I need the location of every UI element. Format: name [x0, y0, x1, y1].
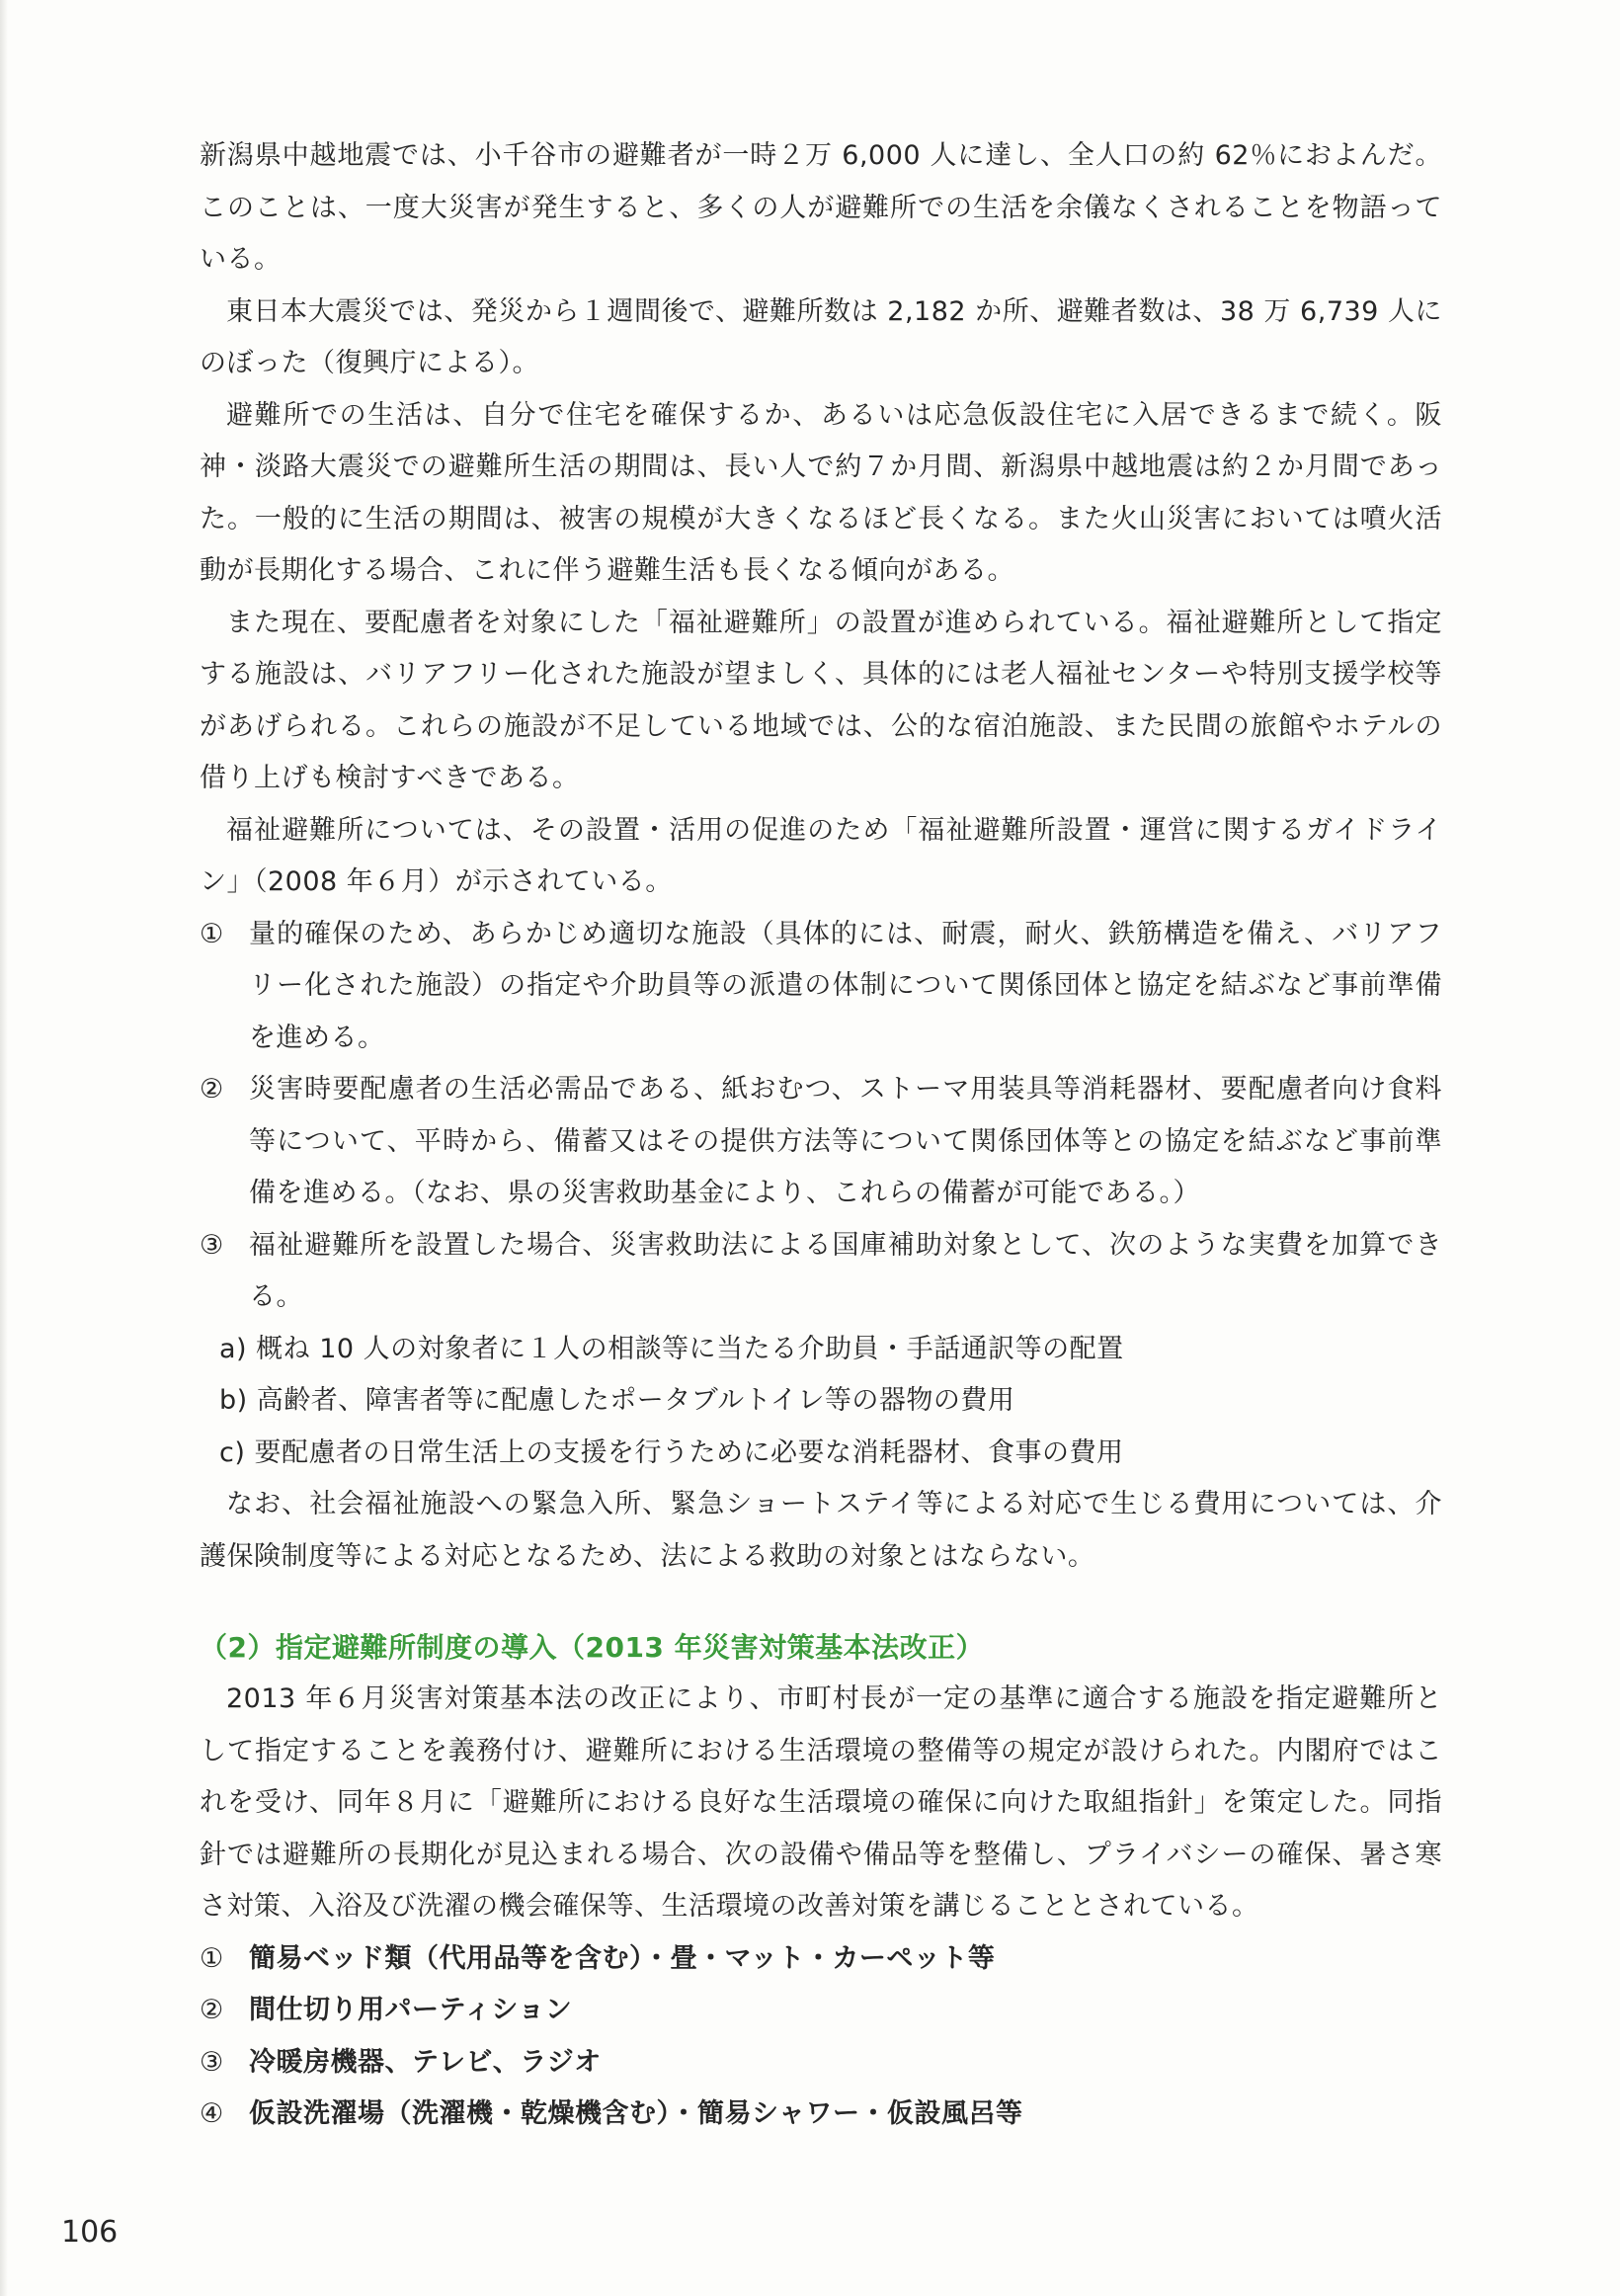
paragraph-great-east-japan: 東日本大震災では、発災から１週間後で、避難所数は 2,182 か所、避難者数は、38 万 6,739 人にのぼった（復興庁による）。 — [200, 295, 1442, 378]
list-marker: ① — [200, 1942, 224, 1974]
list-marker: ① — [200, 918, 224, 949]
list-marker: ③ — [200, 2046, 224, 2078]
list-marker: ④ — [200, 2098, 224, 2129]
equipment-item-text: 仮設洗濯場（洗濯機・乾燥機含む）・簡易シャワー・仮設風呂等 — [249, 2098, 1023, 2129]
equipment-item — [200, 1933, 1442, 1986]
page-edge-shadow — [0, 0, 8, 2296]
equipment-item-text: 簡易ベッド類（代用品等を含む）・畳・マット・カーペット等 — [249, 1942, 996, 1974]
list-item — [200, 1064, 1442, 1220]
paragraph-welfare-guideline: 福祉避難所については、その設置・活用の促進のため「福祉避難所設置・運営に関するガイドライン」（2008 年６月）が示されている。 — [200, 814, 1442, 897]
sub-item-b: b) 高齢者、障害者等に配慮したポータブルトイレ等の器物の費用 — [219, 1385, 1015, 1416]
equipment-item — [200, 1985, 1442, 2037]
document-body — [200, 130, 1442, 2141]
list-item — [200, 1220, 1442, 1324]
section-heading: （2）指定避難所制度の導入（2013 年災害対策基本法改正） — [200, 1631, 985, 1664]
list-marker: ③ — [200, 1229, 224, 1261]
paragraph-welfare-shelter: また現在、要配慮者を対象にした「福祉避難所」の設置が進められている。福祉避難所として指定する施設は、バリアフリー化された施設が望ましく、具体的には老人福祉センターや特別支援学校等があげられる。これらの施設が不足している地域では、公的な宿泊施設、また民間の旅館やホテルの借り上げも検討すべきである。 — [200, 607, 1442, 793]
paragraph-shelter-life-duration: 避難所での生活は、自分で住宅を確保するか、あるいは応急仮設住宅に入居できるまで続く。阪神・淡路大震災での避難所生活の期間は、長い人で約７か月間、新潟県中越地震は約２か月間であった。一般的に生活の期間は、被害の規模が大きくなるほど長くなる。また火山災害においては噴火活動が長期化する場合、これに伴う避難生活も長くなる傾向がある。 — [200, 399, 1442, 586]
list-item-text: 量的確保のため、あらかじめ適切な施設（具体的には、耐震，耐火、鉄筋構造を備え、バリアフリー化された施設）の指定や介助員等の派遣の体制について関係団体と協定を結ぶなど事前準備を進める。 — [249, 918, 1442, 1053]
equipment-item — [200, 2089, 1442, 2141]
sub-item-c: c) 要配慮者の日常生活上の支援を行うために必要な消耗器材、食事の費用 — [219, 1436, 1124, 1468]
paragraph-chuetsu-earthquake: 新潟県中越地震では、小千谷市の避難者が一時２万 6,000 人に達し、全人口の約 62％におよんだ。このことは、一度大災害が発生すると、多くの人が避難所での生活を余儀なくされることを物語っている。 — [200, 140, 1442, 275]
equipment-item-text: 冷暖房機器、テレビ、ラジオ — [249, 2046, 602, 2078]
equipment-item-text: 間仕切り用パーティション — [249, 1995, 573, 2025]
paragraph-closing-note: なお、社会福祉施設への緊急入所、緊急ショートステイ等による対応で生じる費用については、介護保険制度等による対応となるため、法による救助の対象とはならない。 — [200, 1489, 1442, 1572]
list-marker: ② — [200, 1074, 224, 1105]
paragraph-designated-shelter: 2013 年６月災害対策基本法の改正により、市町村長が一定の基準に適合する施設を指定避難所として指定することを義務付け、避難所における生活環境の整備等の規定が設けられた。内閣府ではこれを受け、同年８月に「避難所における良好な生活環境の確保に向けた取組指針」を策定した。同指針では避難所の長期化が見込まれる場合、次の設備や備品等を整備し、プライバシーの確保、暑さ寒さ対策、入浴及び洗濯の機会確保等、生活環境の改善対策を講じることとされている。 — [200, 1683, 1442, 1922]
equipment-item — [200, 2037, 1442, 2090]
page-number: 106 — [61, 2215, 119, 2250]
list-item-text: 災害時要配慮者の生活必需品である、紙おむつ、ストーマ用装具等消耗器材、要配慮者向け食料等について、平時から、備蓄又はその提供方法等について関係団体等との協定を結ぶなど事前準備を進める。（なお、県の災害救助基金により、これらの備蓄が可能である。） — [249, 1074, 1442, 1208]
list-item — [200, 909, 1442, 1065]
list-item-text: 福祉避難所を設置した場合、災害救助法による国庫補助対象として、次のような実費を加算できる。 — [249, 1229, 1442, 1312]
list-marker: ② — [200, 1995, 224, 2025]
sub-item-a: a) 概ね 10 人の対象者に１人の相談等に当たる介助員・手話通訳等の配置 — [219, 1333, 1124, 1364]
